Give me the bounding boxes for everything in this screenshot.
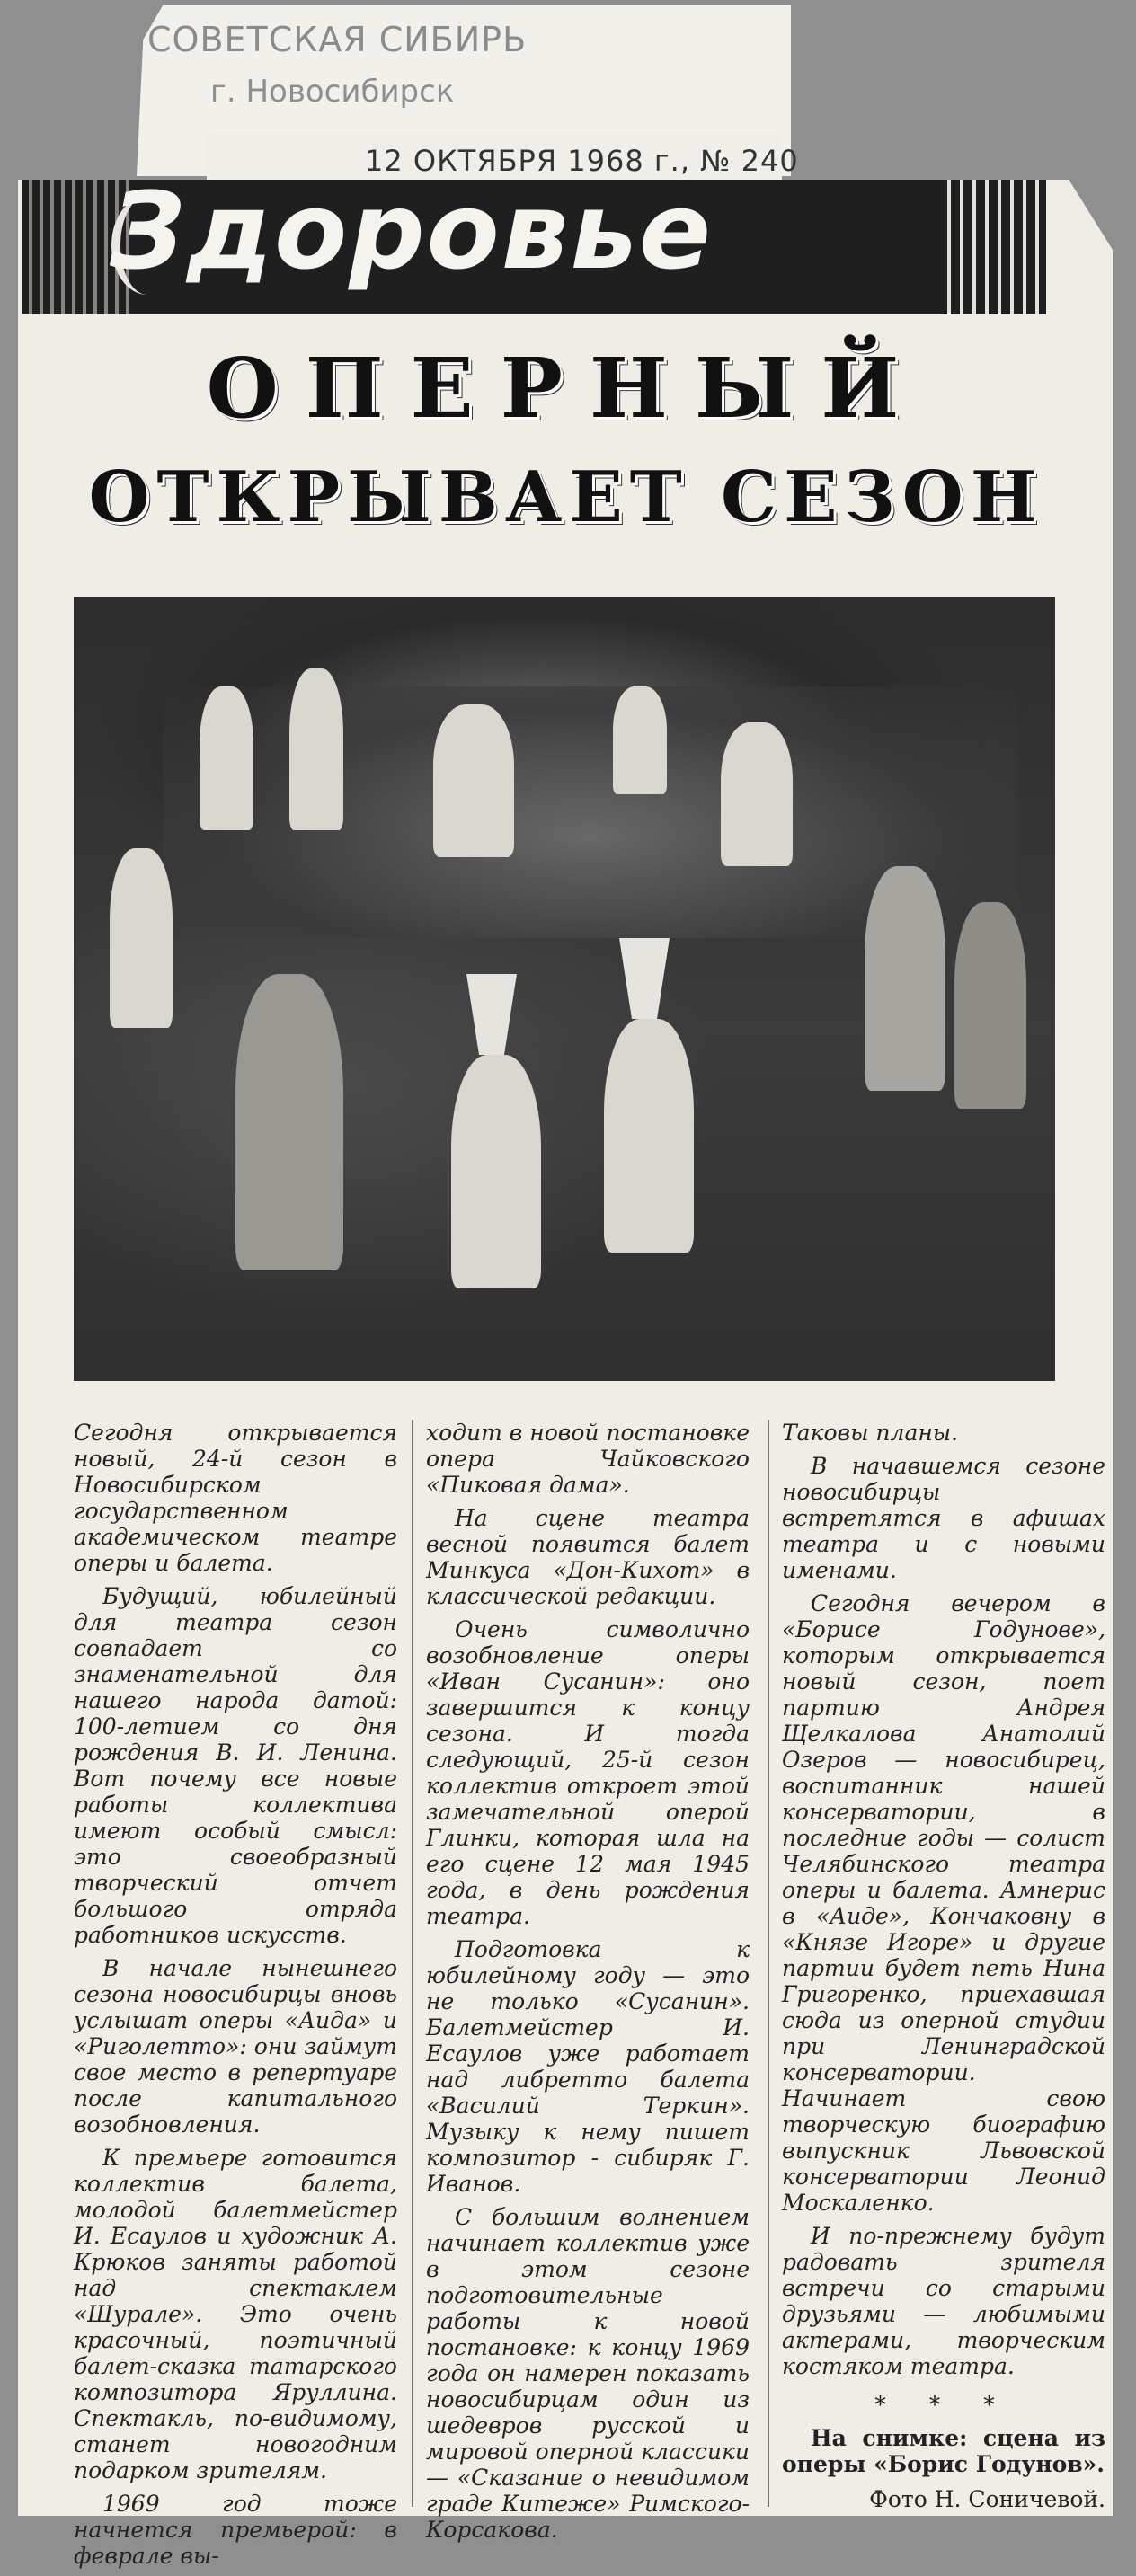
photo-boyar-figure <box>235 974 343 1270</box>
photo-credit: Фото Н. Соничевой. <box>869 2486 1105 2512</box>
article-paragraph: В начавшемся сезоне новосибирцы встретятся в афишах театра и с новыми именами. <box>782 1453 1105 1583</box>
article-paragraph: Таковы планы. <box>782 1420 959 1446</box>
rubric-title: Здоровье <box>110 169 714 293</box>
article-body <box>74 1420 1107 2569</box>
photo-figure <box>200 686 253 830</box>
photo-dancer-figure <box>451 1055 541 1288</box>
stamp-newspaper-name: СОВЕТСКАЯ СИБИРЬ <box>147 20 528 59</box>
column-divider <box>412 1420 413 2507</box>
photo-tall-hat <box>460 974 523 1055</box>
headline-line-2: ОТКРЫВАЕТ СЕЗОН <box>88 456 1044 538</box>
article-paragraph: И по-прежнему будут радовать зрителя встречи со старыми друзьями — любимыми актерами, творческим костяком театра. <box>782 2223 1105 2379</box>
opera-scene-photo <box>74 597 1055 1381</box>
article-column-2 <box>426 1420 750 2550</box>
stamp-issue-date: 12 ОКТЯБРЯ 1968 г., № 240 <box>365 144 799 178</box>
photo-figure <box>721 722 793 866</box>
article-paragraph: На сцене театра весной появится балет Минкуса «Дон-Кихот» в классической редакции. <box>426 1505 750 1609</box>
photo-caption: На снимке: сцена из оперы «Борис Годунов». <box>782 2425 1105 2477</box>
headline-line-1: ОПЕРНЫЙ <box>206 340 927 437</box>
photo-figure <box>865 866 945 1091</box>
article-paragraph: Будущий, юбилейный для театра сезон совпадает со знаменательной для нашего народа датой: 100-летием со дня рождения В. И. Ленина. Вот почему все новые работы коллектива имеют особый смысл: это своеобразный творческий отчет большого отряда работников искусств. <box>74 1583 397 1948</box>
photo-figure <box>954 902 1026 1109</box>
section-separator: * * * <box>874 2392 1013 2418</box>
article-paragraph: В начале нынешнего сезона новосибирцы вновь услышат оперы «Аида» и «Риголетто»: они займут свое место в репертуаре после капитального возобновления. <box>74 1955 397 2138</box>
photo-figure <box>110 848 173 1028</box>
article-paragraph: Сегодня открывается новый, 24-й сезон в Новосибирском государственном академическом театре оперы и балета. <box>74 1420 397 1576</box>
article-paragraph: Очень символично возобновление оперы «Иван Сусанин»: оно завершится к концу сезона. И тогда следующий, 25-й сезон коллектив откроет этой замечательной оперой Глинки, которая шла на его сцене 12 мая 1945 года, в день рождения театра. <box>426 1616 750 1929</box>
article-paragraph: Сегодня вечером в «Борисе Годунове», которым открывается новый сезон, поет партию Андрея Щелкалова Анатолий Озеров — новосибирец, воспитанник нашей консерватории, в последние годы — солист Челябинского театра оперы и балета. Амнерис в «Аиде», Кончаковну в «Князе Игоре» и другие партии будет петь Нина Григоренко, приехавшая сюда из оперной студии при Ленинградской консерватории. Начинает свою творческую биографию выпускник Львовской консерватории Леонид Москаленко. <box>782 1590 1105 2216</box>
article-paragraph: С большим волнением начинает коллектив уже в этом сезоне подготовительные работы к новой постановке: к концу 1969 года он намерен показать новосибирцам один из шедевров русской и мировой оперной классики — «Сказание о невидимом граде Китеже» Римского-Корсакова. <box>426 2204 750 2543</box>
photo-dancer-figure <box>604 1019 694 1253</box>
article-paragraph: К премьере готовится коллектив балета, молодой балетмейстер И. Есаулов и художник А. Крюков заняты работой над спектаклем «Шурале». Это очень красочный, поэтичный балет-сказка татарского композитора Яруллина. Спектакль, по-видимому, станет новогодним подарком зрителям. <box>74 2145 397 2483</box>
article-paragraph: ходит в новой постановке опера Чайковского «Пиковая дама». <box>426 1420 750 1498</box>
photo-figure <box>613 686 667 794</box>
article-column-1 <box>74 1420 397 2576</box>
column-divider <box>768 1420 769 2507</box>
article-paragraph: 1969 год тоже начнется премьерой: в феврале вы- <box>74 2491 397 2569</box>
article-paragraph: Подготовка к юбилейному году — это не только «Сусанин». Балетмейстер И. Есаулов уже работает над либретто балета «Василий Теркин». Музыку к нему пишет композитор - сибиряк Г. Иванов. <box>426 1936 750 2197</box>
stamp-city: г. Новосибирск <box>210 74 455 110</box>
photo-tall-hat <box>613 938 676 1019</box>
photo-figure <box>289 668 343 830</box>
photo-figure <box>433 704 514 857</box>
article-column-3 <box>782 1420 1105 2512</box>
